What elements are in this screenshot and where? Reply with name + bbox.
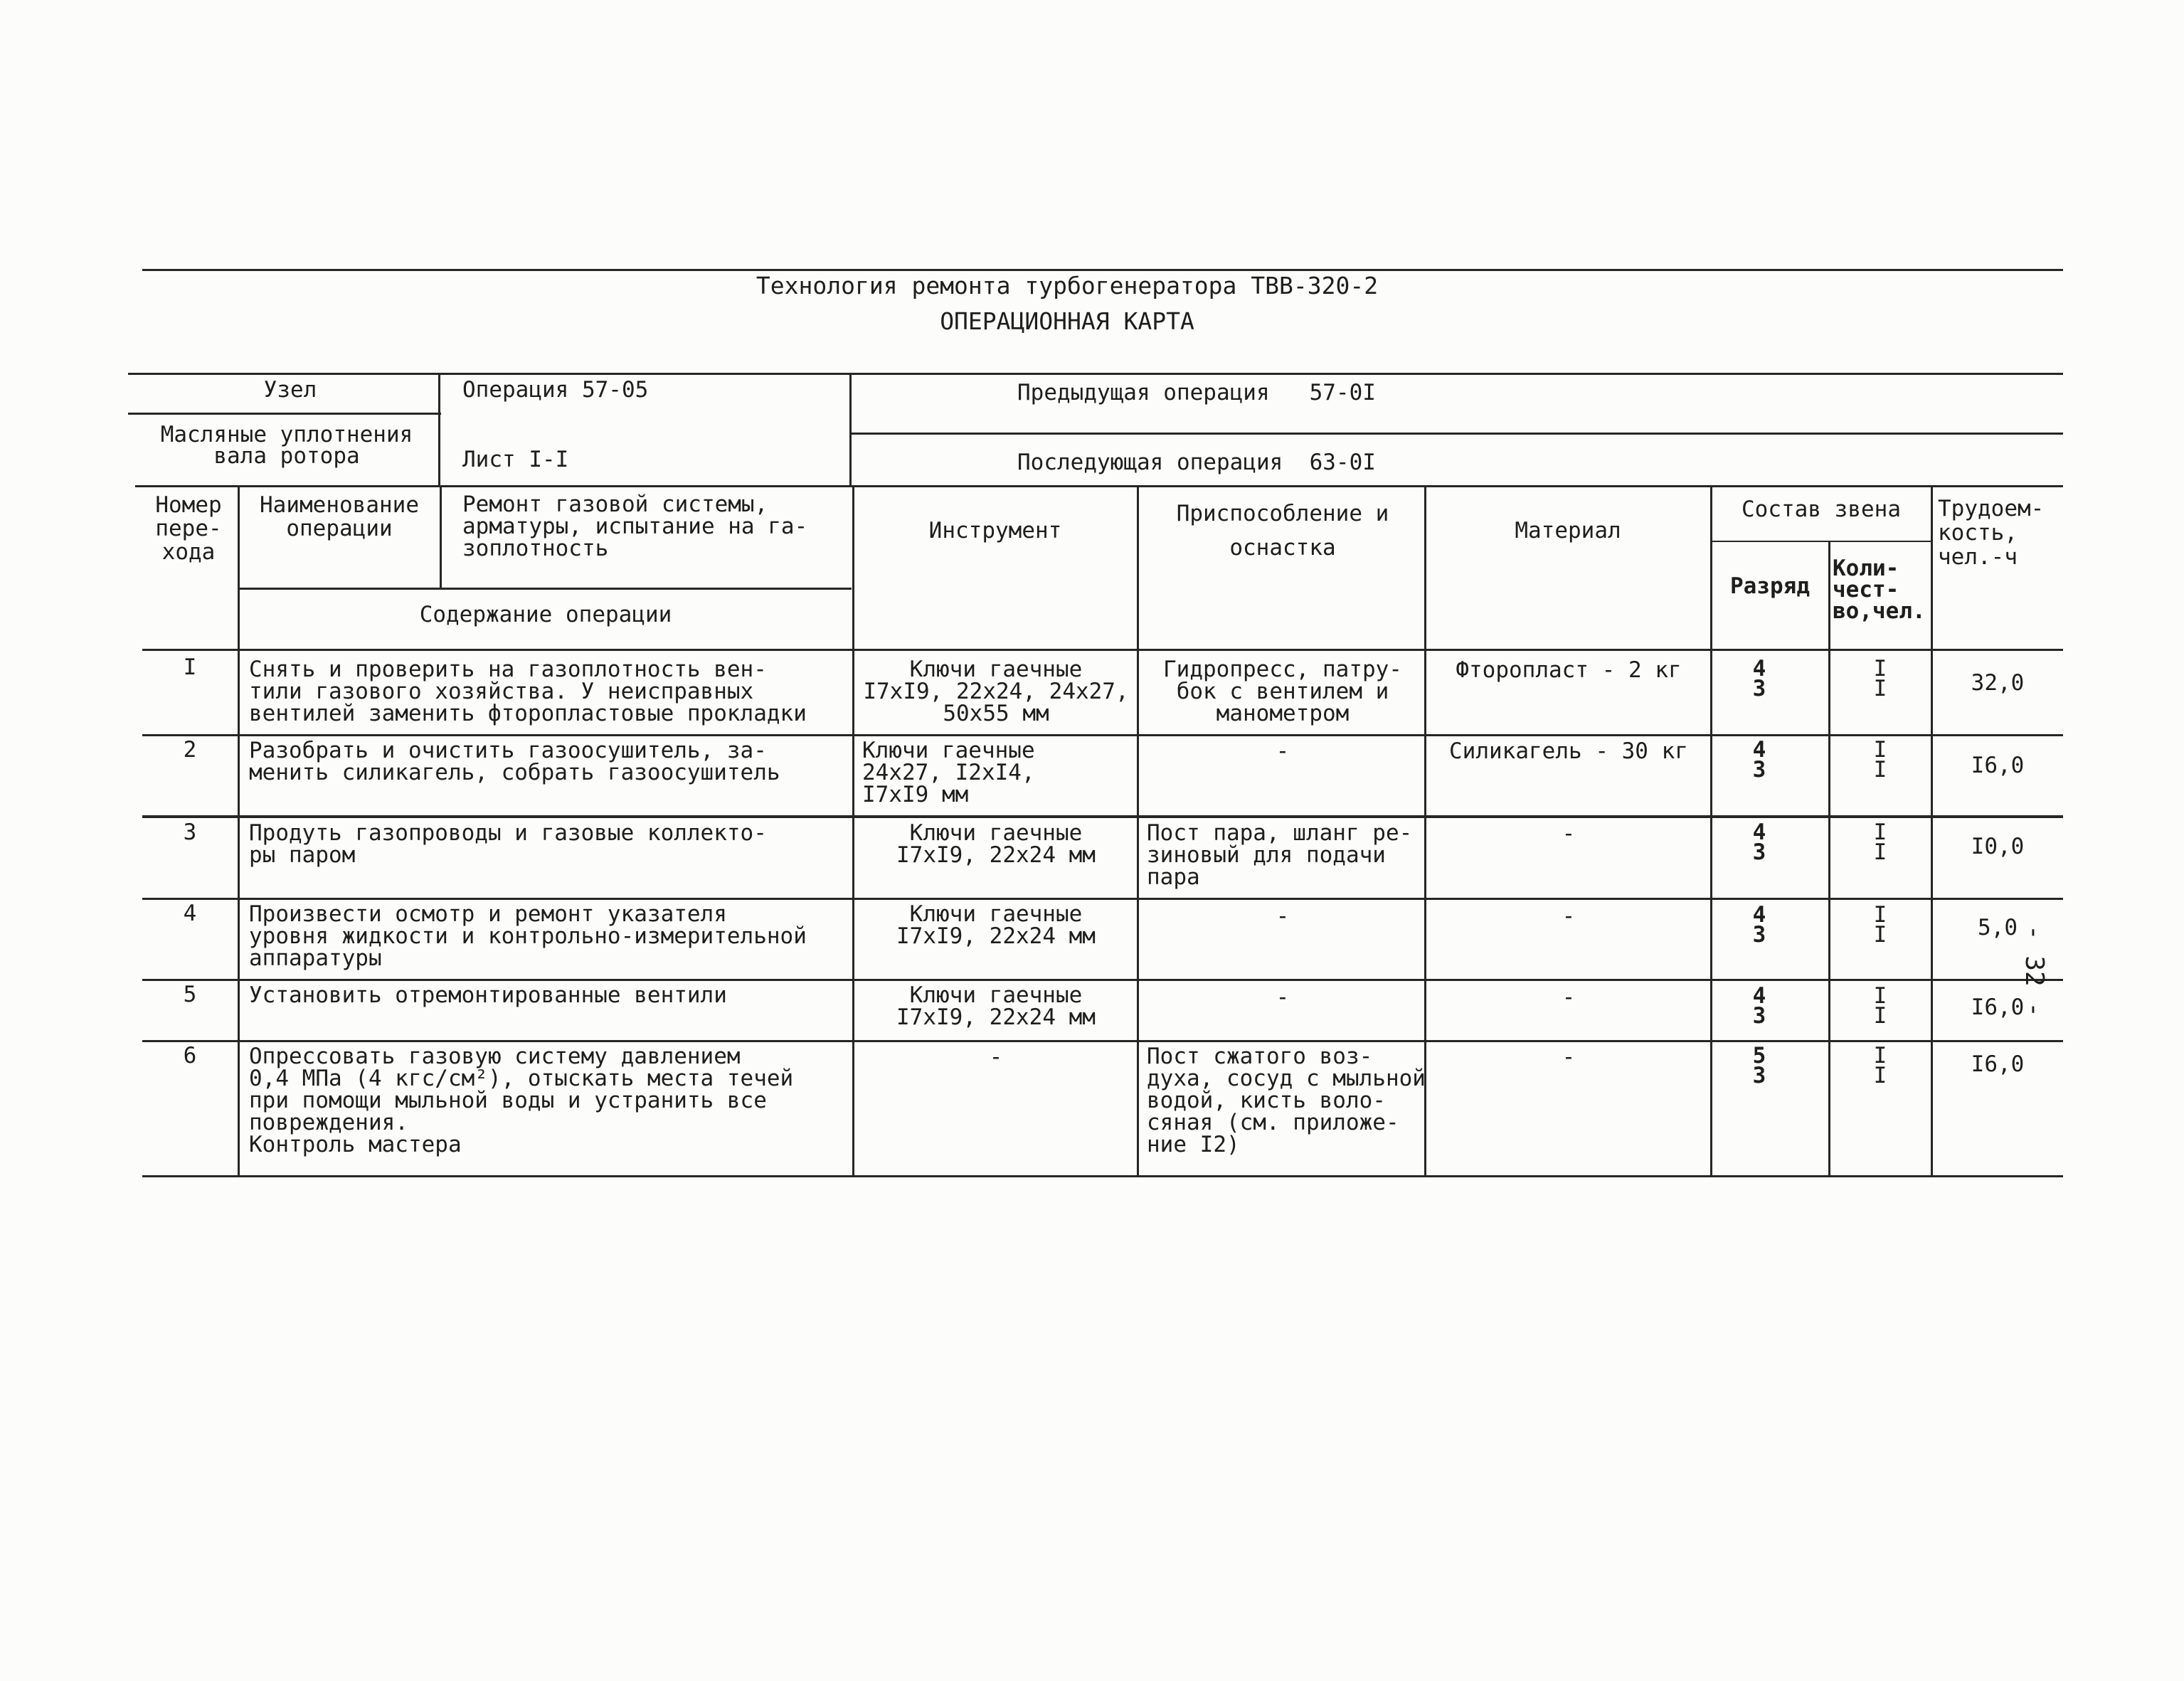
rule-header-bottom [135,485,2063,487]
row-labor: I6,0 [1971,995,2025,1020]
row-tool: Ключи гаечные I7xI9, 22x24, 24x27, 50x55 мм [863,657,1129,726]
row-grade: 4 3 [1752,820,1766,865]
row-grade: 5 3 [1752,1043,1766,1088]
row-material: - [1562,1044,1576,1070]
row-qty: I I [1873,656,1887,701]
rule-row4-top [142,898,2063,900]
row-number: 5 [183,982,197,1007]
row-grade: 4 3 [1752,656,1766,701]
row-labor: I0,0 [1971,834,2025,859]
row-qty: I I [1873,820,1887,865]
row-content: Продуть газопроводы и газовые коллекто- ры паром [249,820,767,868]
row-labor: 5,0 [1978,915,2018,940]
col-content: Содержание операции [419,602,672,627]
rule-top [142,269,2063,271]
node-label: Узел [263,377,317,403]
document-subtitle: ОПЕРАЦИОННАЯ КАРТА [940,307,1194,335]
row-tool: Ключи гаечные I7xI9, 22x24 мм [896,820,1096,868]
col-material: Материал [1515,518,1621,543]
row-content: Снять и проверить на газоплотность вен- тили газового хозяйства. У неисправных вентилей заменить фторопластовые прокладки [249,657,807,726]
rule-header-mid [128,413,441,415]
rule-crew-split [1711,541,1931,542]
next-operation: Последующая операция 63-0I [1017,450,1376,475]
row-labor: 32,0 [1971,670,2025,696]
row-number: 4 [183,901,197,926]
rule-row5-top [142,979,2063,981]
col-step-no: Номер пере- хода [155,492,222,565]
col-crew: Состав звена [1742,497,1901,522]
col-grade: Разряд [1730,573,1810,599]
row-fixture: - [1276,738,1290,764]
row-number: 3 [183,820,197,845]
vrule-opname [440,485,442,588]
row-material: Фторопласт - 2 кг [1456,657,1682,683]
row-material: Силикагель - 30 кг [1449,738,1688,764]
row-content: Опрессовать газовую систему давлением 0,4 МПа (4 кгс/см²), отыскать места течей при помощи мыльной воды и устранить все повреждения. Контроль мастера [249,1044,794,1157]
document-title: Технология ремонта турбогенератора ТВВ-320-2 [756,272,1379,299]
col-tool: Инструмент [928,518,1062,543]
row-qty: I I [1873,902,1887,948]
row-fixture: - [1276,985,1290,1010]
row-material: - [1562,985,1576,1010]
row-qty: I I [1873,737,1887,783]
col-labor: Трудоем- кость, чел.-ч [1938,496,2045,570]
col-op-name-value: Ремонт газовой системы, арматуры, испытание на га- зоплотность [462,492,808,561]
row-qty: I I [1873,1043,1887,1088]
node-value: Масляные уплотнения вала ротора [160,422,413,469]
row-grade: 4 3 [1752,902,1766,948]
row-tool: Ключи гаечные I7xI9, 22x24 мм [896,901,1096,949]
row-number: 2 [183,737,197,763]
row-qty: I I [1873,983,1887,1029]
sheet-number: Лист I-I [462,447,569,472]
row-tool: Ключи гаечные I7xI9, 22x24 мм [896,982,1096,1030]
row-fixture: - [1276,903,1290,929]
rule-row6-top [142,1040,2063,1042]
row-material: - [1562,821,1576,847]
col-op-name: Наименование операции [260,492,419,541]
rule-table-bottom [142,1175,2063,1177]
row-labor: I6,0 [1971,753,2025,778]
rule-row3-top [142,815,2063,818]
row-content: Установить отремонтированные вентили [249,982,727,1008]
vrule-step [238,485,240,1175]
row-content: Разобрать и очистить газоосушитель, за- менить силикагель, собрать газоосушитель [249,738,780,785]
row-tool: - [989,1044,1003,1070]
rule-header-mid-right [850,433,2063,435]
row-grade: 4 3 [1752,737,1766,783]
row-content: Произвести осмотр и ремонт указателя уровня жидкости и контрольно-измерительной аппаратуры [249,901,807,971]
page-number: - 32 - [2020,925,2049,1018]
previous-operation: Предыдущая операция 57-0I [1017,380,1376,405]
row-tool: Ключи гаечные 24x27, I2xI4, I7xI9 мм [862,738,1035,807]
rule-row2-top [142,734,2063,736]
rule-row1-top [142,649,2063,651]
row-material: - [1562,903,1576,929]
row-labor: I6,0 [1971,1051,2025,1077]
vrule-header-split [438,373,440,485]
row-fixture: Пост пара, шланг ре- зиновый для подачи пара [1147,820,1413,890]
vrule-header-right [849,373,852,485]
col-quantity: Коли- чест- во,чел. [1833,556,1926,624]
rule-header-top [128,373,2063,375]
rule-opname-split [238,588,852,590]
row-grade: 4 3 [1752,983,1766,1029]
col-fixture: Приспособление и оснастка [1176,501,1389,561]
row-fixture: Гидропресс, патру- бок с вентилем и манометром [1163,657,1402,726]
operation-code: Операция 57-05 [462,377,649,403]
row-fixture: Пост сжатого воз- духа, сосуд с мыльной водой, кисть воло- сяная (см. приложе- ние I2) [1147,1044,1426,1157]
row-number: 6 [183,1043,197,1068]
row-number: I [183,654,197,680]
